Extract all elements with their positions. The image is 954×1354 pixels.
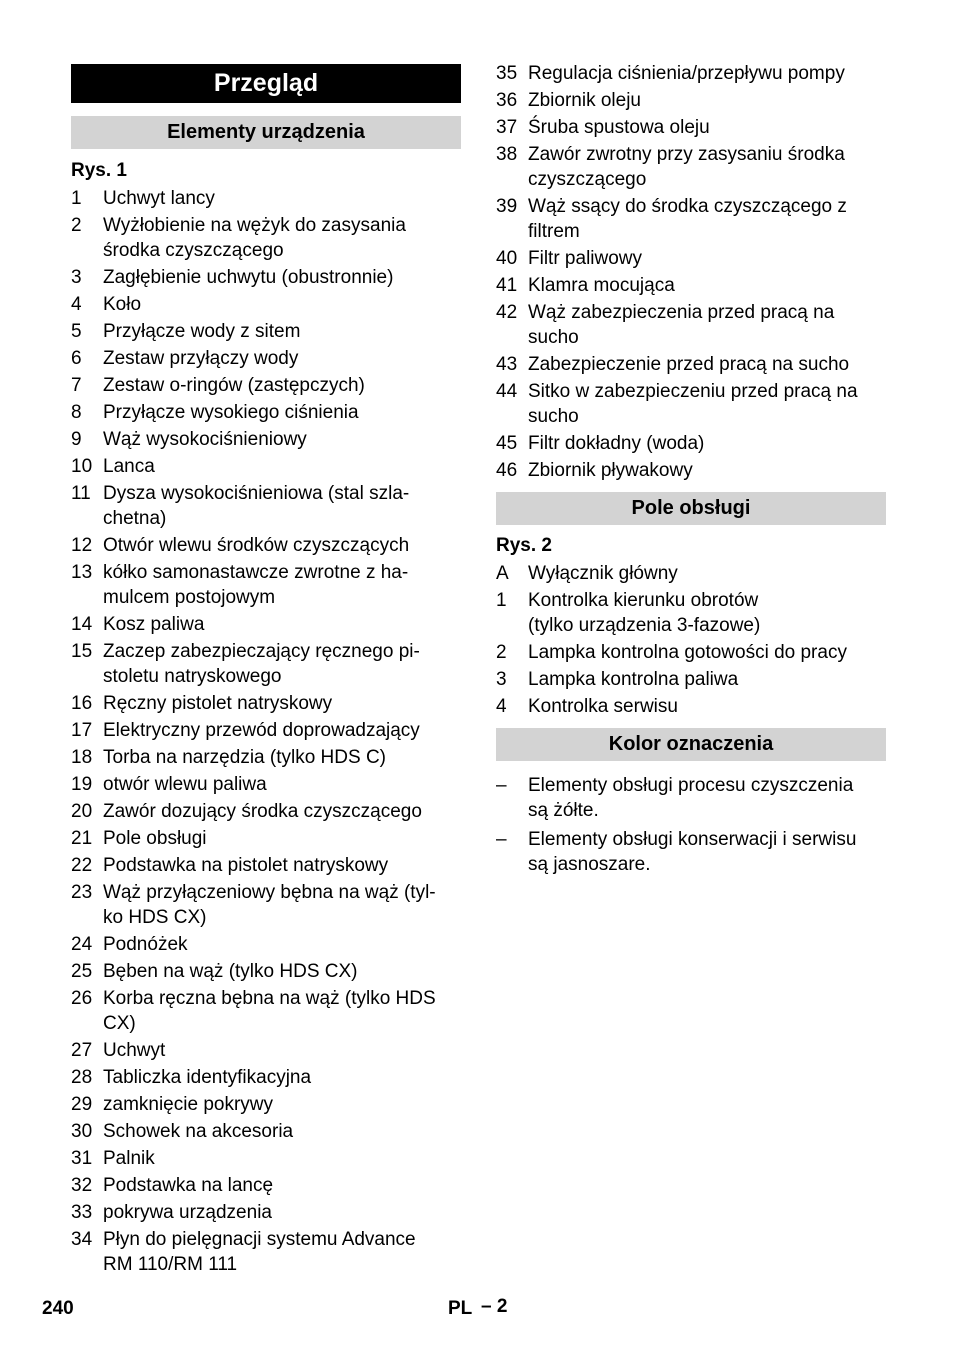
list-item — [496, 379, 886, 429]
list-item — [71, 400, 461, 425]
item-number: 40 — [496, 248, 518, 269]
list-item — [71, 1146, 461, 1171]
item-number: 27 — [71, 1040, 93, 1061]
item-number: 39 — [496, 196, 518, 217]
item-text: Lampka kontrolna paliwa — [528, 669, 739, 690]
item-text: Elektryczny przewód doprowadzający — [103, 720, 420, 741]
item-text: Przyłącze wysokiego ciśnienia — [103, 402, 359, 423]
item-text: Elementy obsługi konserwacji i serwisu są jasnoszare. — [528, 829, 857, 875]
item-text: Uchwyt — [103, 1040, 166, 1061]
item-text: Wąż przyłączeniowy bębna na wąż (tyl- ko HDS CX) — [103, 882, 436, 928]
item-number: 9 — [71, 429, 82, 450]
item-number: 12 — [71, 535, 93, 556]
list-item — [496, 115, 886, 140]
item-number: 20 — [71, 801, 93, 822]
list-item — [71, 1119, 461, 1144]
list-item — [496, 694, 886, 719]
item-text: Kontrolka kierunku obrotów (tylko urządzenia 3-fazowe) — [528, 590, 761, 636]
item-number: 42 — [496, 302, 518, 323]
item-text: Kontrolka serwisu — [528, 696, 678, 717]
item-text: Zawór dozujący środka czyszczącego — [103, 801, 422, 822]
page-index: – 2 — [481, 1296, 508, 1317]
item-text: Elementy obsługi procesu czyszczenia są żółte. — [528, 775, 854, 821]
figure-label-2: Rys. 2 — [496, 535, 552, 556]
item-text: Zbiornik oleju — [528, 90, 641, 111]
item-number: 45 — [496, 433, 518, 454]
item-number: 7 — [71, 375, 82, 396]
item-text: Wyżłobienie na wężyk do zasysania środka czyszczącego — [103, 215, 406, 261]
list-item — [71, 1200, 461, 1225]
item-number: 10 — [71, 456, 93, 477]
list-item — [496, 194, 886, 244]
list-item — [496, 827, 886, 877]
list-item — [71, 481, 461, 531]
list-item — [496, 352, 886, 377]
list-item — [71, 213, 461, 263]
item-text: Otwór wlewu środków czyszczących — [103, 535, 410, 556]
list-item — [71, 745, 461, 770]
list-item — [71, 186, 461, 211]
item-text: Zawór zwrotny przy zasysaniu środka czyszczącego — [528, 144, 845, 190]
item-text: Wąż ssący do środka czyszczącego z filtrem — [528, 196, 847, 242]
item-number: 46 — [496, 460, 518, 481]
item-text: Bęben na wąż (tylko HDS CX) — [103, 961, 358, 982]
list-item — [71, 799, 461, 824]
item-number: 14 — [71, 614, 93, 635]
item-number: 34 — [71, 1229, 93, 1250]
item-text: Sitko w zabezpieczeniu przed pracą na sucho — [528, 381, 858, 427]
item-number: 36 — [496, 90, 518, 111]
list-item — [496, 246, 886, 271]
list-item — [71, 373, 461, 398]
item-number: 16 — [71, 693, 93, 714]
item-text: Koło — [103, 294, 142, 315]
item-number: 3 — [71, 267, 82, 288]
item-number: 22 — [71, 855, 93, 876]
item-number: 43 — [496, 354, 518, 375]
item-text: Wyłącznik główny — [528, 563, 678, 584]
item-text: Pole obsługi — [103, 828, 207, 849]
item-number: 2 — [496, 642, 507, 663]
control-panel-list — [496, 559, 886, 719]
item-text: otwór wlewu paliwa — [103, 774, 267, 795]
item-number: 38 — [496, 144, 518, 165]
list-item — [71, 1227, 461, 1277]
item-number: 21 — [71, 828, 93, 849]
item-number: 41 — [496, 275, 518, 296]
list-item — [71, 853, 461, 878]
elements-list-part-2 — [496, 59, 886, 483]
item-number: 25 — [71, 961, 93, 982]
list-item — [71, 1065, 461, 1090]
item-number: – — [496, 775, 507, 796]
item-number: 19 — [71, 774, 93, 795]
list-item — [71, 292, 461, 317]
list-item — [71, 1173, 461, 1198]
item-number: 30 — [71, 1121, 93, 1142]
item-number: 33 — [71, 1202, 93, 1223]
list-item — [496, 61, 886, 86]
list-item — [71, 533, 461, 558]
elements-list-part-1 — [71, 184, 461, 1277]
list-item — [71, 265, 461, 290]
item-text: Wąż zabezpieczenia przed pracą na sucho — [528, 302, 835, 348]
figure-label-1: Rys. 1 — [71, 160, 127, 181]
list-item — [496, 142, 886, 192]
item-number: A — [496, 563, 509, 584]
item-number: 13 — [71, 562, 93, 583]
item-text: Kosz paliwa — [103, 614, 205, 635]
list-item — [71, 1092, 461, 1117]
item-text: Zagłębienie uchwytu (obustronnie) — [103, 267, 394, 288]
item-number: 4 — [71, 294, 82, 315]
list-item — [496, 300, 886, 350]
item-number: 15 — [71, 641, 93, 662]
list-item — [496, 273, 886, 298]
item-number: 26 — [71, 988, 93, 1009]
item-number: 17 — [71, 720, 93, 741]
item-number: 6 — [71, 348, 82, 369]
item-text: Przyłącze wody z sitem — [103, 321, 301, 342]
item-text: Podstawka na lancę — [103, 1175, 274, 1196]
item-text: Torba na narzędzia (tylko HDS C) — [103, 747, 386, 768]
item-number: 4 — [496, 696, 507, 717]
item-number: 44 — [496, 381, 518, 402]
list-item — [71, 986, 461, 1036]
item-text: Lanca — [103, 456, 155, 477]
item-number: 8 — [71, 402, 82, 423]
color-coding-list — [496, 771, 886, 877]
item-number: 1 — [71, 188, 82, 209]
item-number: 2 — [71, 215, 82, 236]
item-text: Zestaw przyłączy wody — [103, 348, 299, 369]
list-item — [496, 561, 886, 586]
item-text: Regulacja ciśnienia/przepływu pompy — [528, 63, 845, 84]
item-number: 28 — [71, 1067, 93, 1088]
list-item — [71, 772, 461, 797]
item-number: 35 — [496, 63, 518, 84]
item-number: 3 — [496, 669, 507, 690]
item-text: Śruba spustowa oleju — [528, 117, 710, 138]
item-text: Podnóżek — [103, 934, 188, 955]
language-code: PL — [448, 1298, 473, 1319]
item-text: Filtr dokładny (woda) — [528, 433, 705, 454]
list-item — [496, 773, 886, 823]
item-text: Palnik — [103, 1148, 155, 1169]
list-item — [71, 932, 461, 957]
item-number: 24 — [71, 934, 93, 955]
item-text: Zbiornik pływakowy — [528, 460, 693, 481]
list-item — [71, 319, 461, 344]
item-number: 32 — [71, 1175, 93, 1196]
item-text: Klamra mocująca — [528, 275, 675, 296]
item-number: 31 — [71, 1148, 93, 1169]
list-item — [71, 560, 461, 610]
item-number: 18 — [71, 747, 93, 768]
item-text: kółko samonastawcze zwrotne z ha- mulcem postojowym — [103, 562, 409, 608]
item-number: 5 — [71, 321, 82, 342]
item-number: 1 — [496, 590, 507, 611]
item-text: Zaczep zabezpieczający ręcznego pi- stoletu natryskowego — [103, 641, 420, 687]
item-text: zamknięcie pokrywy — [103, 1094, 273, 1115]
item-number: 23 — [71, 882, 93, 903]
list-item — [496, 588, 886, 638]
item-text: Wąż wysokociśnieniowy — [103, 429, 307, 450]
list-item — [71, 639, 461, 689]
item-text: Podstawka na pistolet natryskowy — [103, 855, 389, 876]
list-item — [496, 431, 886, 456]
list-item — [71, 691, 461, 716]
item-text: Schowek na akcesoria — [103, 1121, 294, 1142]
item-text: Dysza wysokociśnieniowa (stal szla- chetna) — [103, 483, 410, 529]
list-item — [496, 667, 886, 692]
list-item — [71, 454, 461, 479]
item-text: pokrywa urządzenia — [103, 1202, 272, 1223]
list-item — [71, 959, 461, 984]
list-item — [71, 612, 461, 637]
list-item — [71, 346, 461, 371]
section-heading-color-coding: Kolor oznaczenia — [496, 728, 886, 761]
item-text: Zestaw o-ringów (zastępczych) — [103, 375, 365, 396]
item-number: 29 — [71, 1094, 93, 1115]
page-title: Przegląd — [71, 64, 461, 103]
list-item — [71, 1038, 461, 1063]
item-text: Zabezpieczenie przed pracą na sucho — [528, 354, 850, 375]
item-text: Filtr paliwowy — [528, 248, 643, 269]
list-item — [496, 640, 886, 665]
list-item — [496, 88, 886, 113]
item-number: 37 — [496, 117, 518, 138]
list-item — [71, 427, 461, 452]
item-text: Korba ręczna bębna na wąż (tylko HDS CX) — [103, 988, 436, 1034]
item-text: Lampka kontrolna gotowości do pracy — [528, 642, 847, 663]
section-heading-control-panel: Pole obsługi — [496, 492, 886, 525]
list-item — [71, 826, 461, 851]
item-text: Tabliczka identyfikacyjna — [103, 1067, 312, 1088]
item-text: Ręczny pistolet natryskowy — [103, 693, 333, 714]
item-text: Uchwyt lancy — [103, 188, 215, 209]
page-number: 240 — [42, 1298, 74, 1319]
section-heading-elements: Elementy urządzenia — [71, 116, 461, 149]
list-item — [496, 458, 886, 483]
list-item — [71, 718, 461, 743]
item-number: – — [496, 829, 507, 850]
item-number: 11 — [71, 483, 91, 504]
item-text: Płyn do pielęgnacji systemu Advance RM 110/RM 111 — [103, 1229, 416, 1275]
list-item — [71, 880, 461, 930]
